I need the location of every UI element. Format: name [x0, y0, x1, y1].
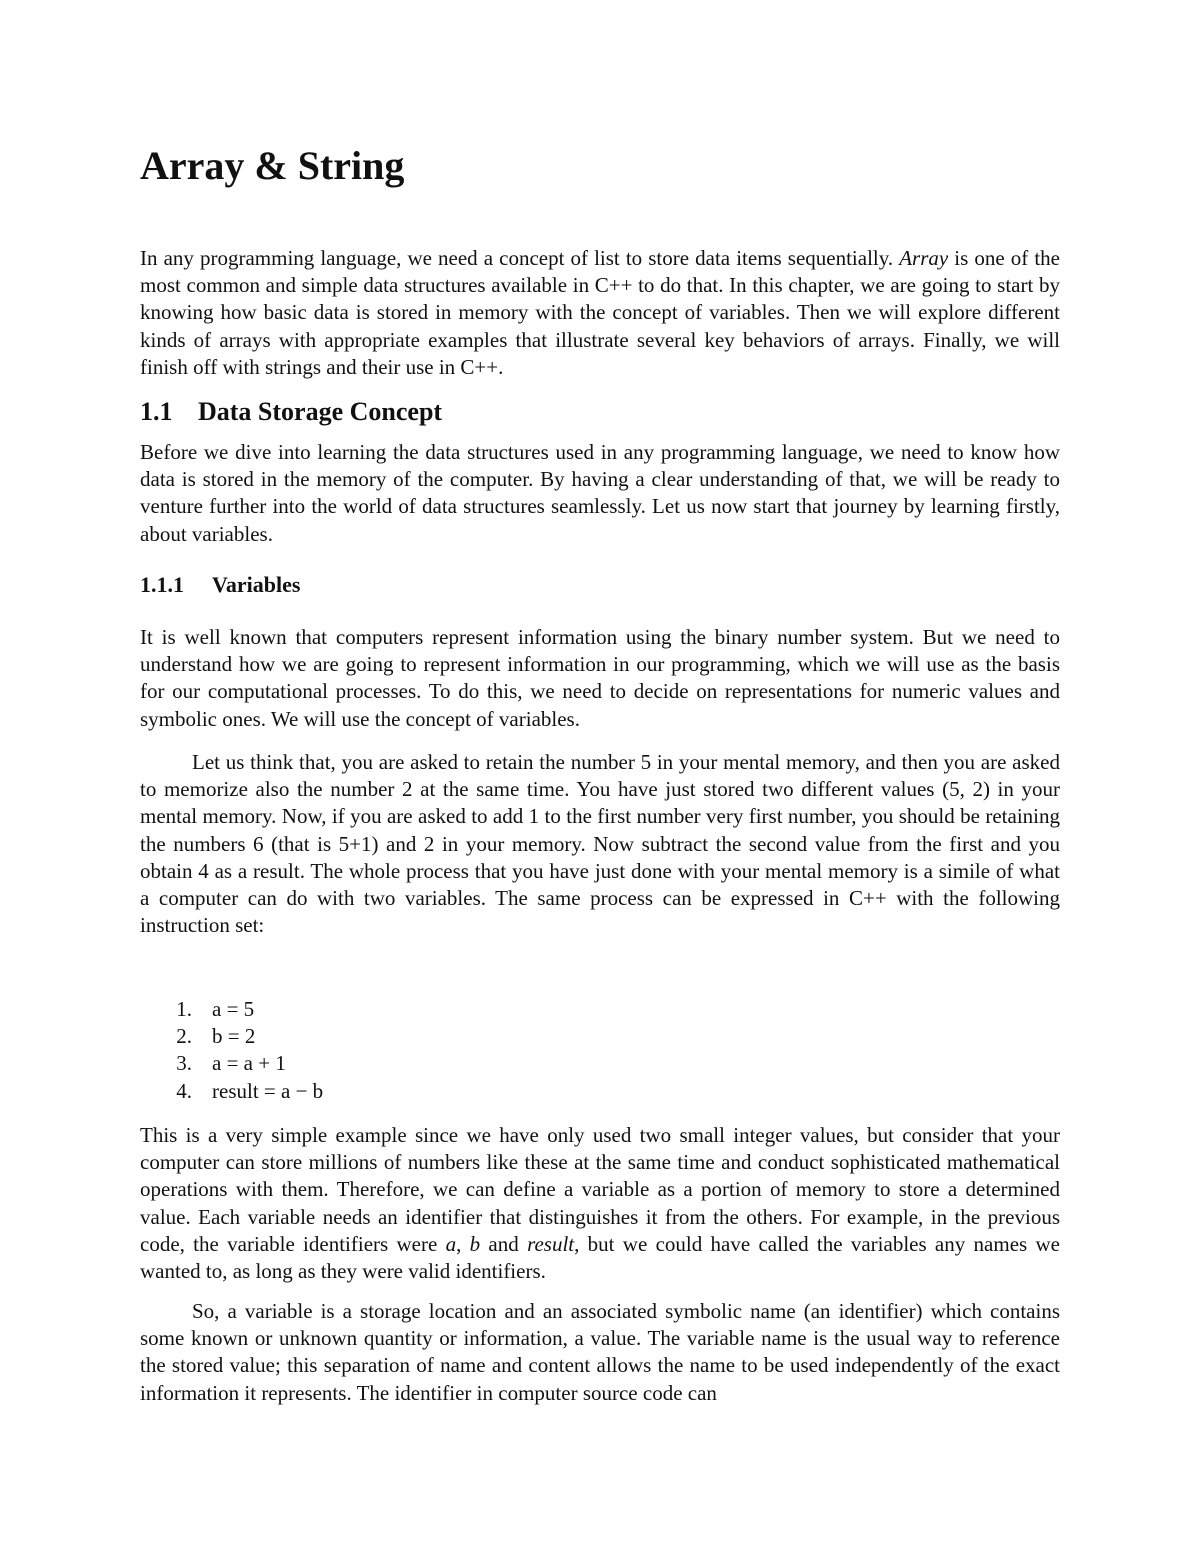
list-item [140, 996, 323, 1023]
section-heading-1-1 [140, 396, 442, 428]
paragraph-text: This is a very simple example since we have only used two small integer values, but consider that your computer can store millions of numbers like these at the same time and conduct sophisticated mathematical operations with them. Therefore, we can define a variable as a portion of memory to store a determined value. Each variable needs an identifier that distinguishes it from the others. For example, in the previous code, the variable identifiers were [140, 1123, 1060, 1256]
intro-text-end: is one of the most common and simple data structures available in C++ to do that. In this chapter, we are going to start by knowing how basic data is stored in memory with the concept of variables. Then we will explore different kinds of arrays with appropriate examples that illustrate several key behaviors of arrays. Finally, we will finish off with strings and their use in C++. [140, 246, 1060, 379]
subsection-number: 1.1.1 [140, 572, 184, 597]
variables-paragraph-3 [140, 1122, 1060, 1285]
section-title: Data Storage Concept [198, 397, 443, 426]
list-expression: a = 5 [212, 997, 255, 1021]
paragraph-text: , but we could have called the variables any names we wanted to, as long as they were valid identifiers. [140, 1231, 1060, 1284]
chapter-title: Array & String [140, 143, 405, 188]
list-expression: a = a + 1 [212, 1051, 286, 1076]
section-1-1-paragraph: Before we dive into learning the data structures used in any programming language, we need to know how data is stored in the memory of the computer. By having a clear understanding of that, we will be ready to venture further into the world of data structures seamlessly. Let us now start that journey by learning firstly, about variables. [140, 440, 1060, 546]
section-heading-1-1-1 [140, 571, 300, 599]
list-number: 1. [176, 997, 192, 1021]
identifier-result: result [527, 1231, 575, 1256]
list-number: 4. [176, 1078, 192, 1103]
list-item [140, 1078, 323, 1105]
variables-paragraph-1: It is well known that computers represent information using the binary number system. But we need to understand how we are going to represent information in our programming, which we will use as the basis for our computational processes. To do this, we need to decide on representations for numeric values and symbolic ones. We will use the concept of variables. [140, 625, 1060, 731]
variables-paragraph-4: So, a variable is a storage location and an associated symbolic name (an identifier) which contains some known or unknown quantity or information, a value. The variable name is the usual way to reference the stored value; this separation of name and content allows the name to be used independently of the exact information it represents. The identifier in computer source code can [140, 1299, 1060, 1405]
section-number: 1.1 [140, 397, 173, 426]
intro-italic-term: Array [899, 246, 949, 270]
list-number: 3. [176, 1051, 192, 1076]
subsection-title: Variables [212, 572, 301, 597]
intro-paragraph [140, 245, 1060, 381]
identifier-b: b [469, 1231, 481, 1256]
list-expression: result = a − b [212, 1078, 324, 1103]
identifier-a: a [445, 1231, 457, 1256]
variables-paragraph-2: Let us think that, you are asked to retain the number 5 in your mental memory, and then you are asked to memorize also the number 2 at the same time. You have just stored two different values (5, 2) in your mental memory. Now, if you are asked to add 1 to the first number very first number, you should be retaining the numbers 6 (that is 5+1) and 2 in your memory. Now subtract the second value from the first and you obtain 4 as a result. The whole process that you have just done with your mental memory is a simile of what a computer can do with two variables. The same process can be expressed in C++ with the following instruction set: [140, 750, 1060, 938]
intro-text-start: In any programming language, we need a concept of list to store data items sequentially. [140, 246, 900, 270]
paragraph-text: , [456, 1231, 470, 1256]
list-item [140, 1023, 323, 1050]
list-item [140, 1050, 323, 1077]
instruction-list [140, 996, 323, 1105]
paragraph-text: and [480, 1231, 528, 1256]
list-expression: b = 2 [212, 1024, 256, 1049]
list-number: 2. [176, 1024, 192, 1049]
